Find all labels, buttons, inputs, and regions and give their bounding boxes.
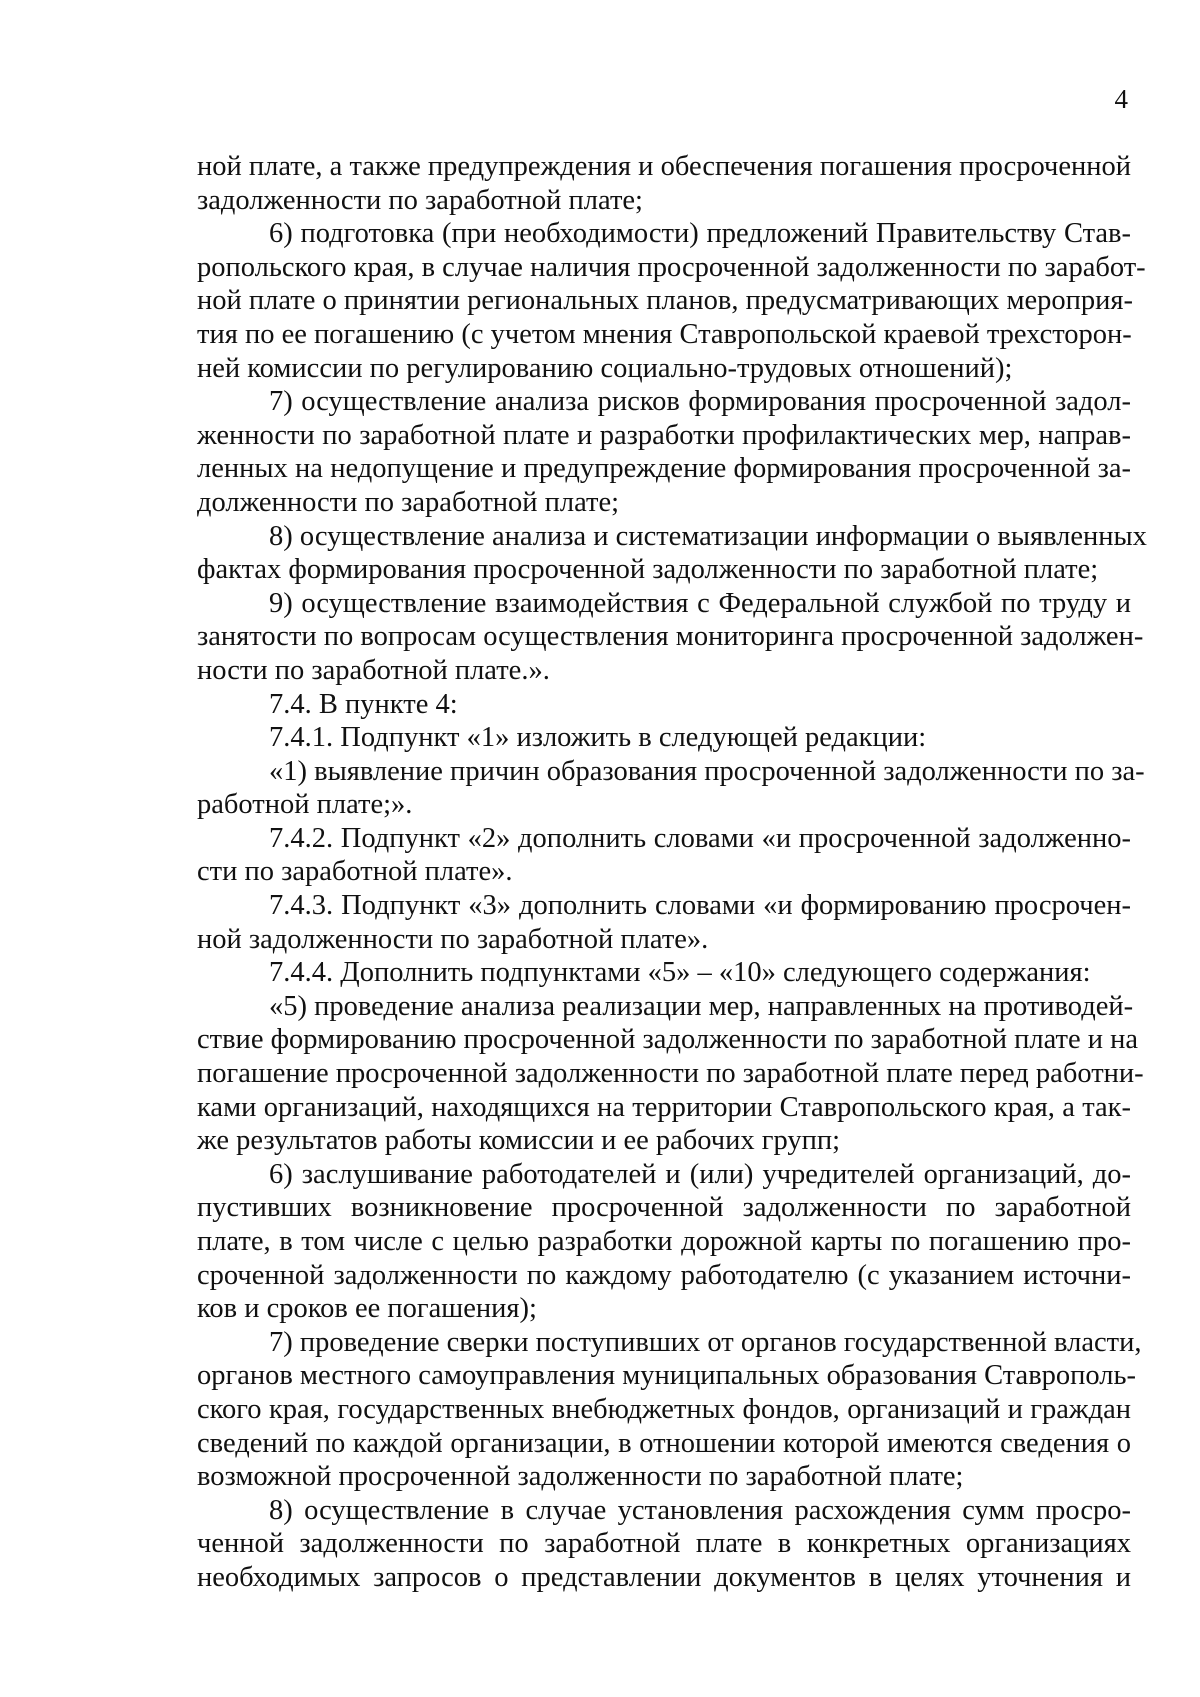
text-line: ствие формированию просроченной задолженности по заработной плате и на: [197, 1024, 1139, 1056]
text-line: 7.4.4. Дополнить подпунктами «5» – «10» следующего содержания:: [269, 957, 1091, 989]
page-number: 4: [1114, 84, 1128, 114]
text-line: сведений по каждой организации, в отношении которой имеются сведения о: [197, 1427, 1131, 1459]
paragraph: [197, 755, 1145, 822]
text-line: занятости по вопросам осуществления мониторинга просроченной задолжен-: [197, 621, 1144, 653]
text-line: 7.4.2. Подпункт «2» дополнить словами «и просроченной задолженно-: [269, 822, 1131, 854]
text-line: тия по ее погашению (с учетом мнения Ставропольской краевой трехсторон-: [197, 318, 1132, 350]
text-line: задолженности по заработной плате;: [197, 184, 643, 216]
text-line: работной плате;».: [197, 789, 413, 821]
text-line: 7.4. В пункте 4:: [269, 688, 458, 720]
paragraph: [197, 1158, 1131, 1326]
paragraph: [197, 956, 1131, 990]
text-line: ского края, государственных внебюджетных фондов, организаций и граждан: [197, 1393, 1131, 1425]
text-line: пустивших возникновение просроченной задолженности по заработной: [197, 1192, 1131, 1224]
text-line: 9) осуществление взаимодействия с Федеральной службой по труду и: [269, 587, 1131, 619]
text-line: фактах формирования просроченной задолженности по заработной плате;: [197, 554, 1099, 586]
paragraph: [197, 150, 1131, 217]
text-line: органов местного самоуправления муниципальных образования Ставрополь-: [197, 1360, 1136, 1392]
text-line: 7.4.1. Подпункт «1» изложить в следующей редакции:: [269, 722, 927, 754]
text-line: погашение просроченной задолженности по заработной плате перед работни-: [197, 1058, 1144, 1090]
paragraph: [197, 520, 1147, 587]
paragraph: [197, 688, 1131, 722]
paragraph: [197, 822, 1131, 889]
text-line: ченной задолженности по заработной плате в конкретных организациях: [197, 1528, 1131, 1560]
text-line: ней комиссии по регулированию социально-трудовых отношений);: [197, 352, 1013, 384]
text-line: женности по заработной плате и разработки профилактических мер, направ-: [197, 419, 1131, 451]
text-line: плате, в том числе с целью разработки дорожной карты по погашению про-: [197, 1226, 1131, 1257]
text-line: «5) проведение анализа реализации мер, направленных на противодей-: [269, 990, 1134, 1022]
text-line: ленных на недопущение и предупреждение формирования просроченной за-: [197, 453, 1131, 485]
text-line: 7) проведение сверки поступивших от органов государственной власти,: [269, 1326, 1142, 1358]
text-line: 6) заслушивание работодателей и (или) учредителей организаций, до-: [269, 1158, 1131, 1190]
text-line: ности по заработной плате.».: [197, 654, 550, 686]
text-line: долженности по заработной плате;: [197, 486, 620, 518]
text-line: 8) осуществление анализа и систематизации информации о выявленных: [269, 520, 1147, 552]
paragraph: [197, 587, 1144, 688]
text-line: ной плате о принятии региональных планов, предусматривающих мероприя-: [197, 285, 1134, 317]
text-line: ропольского края, в случае наличия просроченной задолженности по заработ-: [197, 251, 1146, 283]
text-line: необходимых запросов о представлении документов в целях уточнения и: [197, 1561, 1131, 1593]
paragraph: [197, 889, 1131, 956]
text-line: ков и сроков ее погашения);: [197, 1293, 537, 1325]
text-line: возможной просроченной задолженности по заработной плате;: [197, 1461, 964, 1493]
text-line: ной плате, а также предупреждения и обеспечения погашения просроченной: [197, 151, 1131, 182]
text-line: же результатов работы комиссии и ее рабочих групп;: [197, 1125, 840, 1157]
paragraph: [197, 1326, 1142, 1494]
text-line: 8) осуществление в случае установления расхождения сумм просро-: [269, 1494, 1131, 1526]
text-line: «1) выявление причин образования просроченной задолженности по за-: [269, 755, 1145, 787]
text-line: ной задолженности по заработной плате».: [197, 923, 709, 955]
paragraph: [197, 990, 1144, 1158]
text-line: 7) осуществление анализа рисков формирования просроченной задол-: [269, 386, 1131, 418]
paragraph: [197, 217, 1146, 385]
text-line: ками организаций, находящихся на территории Ставропольского края, а так-: [197, 1091, 1131, 1123]
paragraph: [197, 1494, 1131, 1595]
text-line: 6) подготовка (при необходимости) предложений Правительству Став-: [269, 218, 1131, 250]
paragraph: [197, 385, 1131, 519]
text-line: сти по заработной плате».: [197, 856, 513, 888]
text-line: сроченной задолженности по каждому работодателю (с указанием источни-: [197, 1259, 1131, 1291]
paragraph: [197, 721, 1131, 755]
text-line: 7.4.3. Подпункт «3» дополнить словами «и формированию просрочен-: [269, 890, 1131, 922]
document-body: [197, 150, 1147, 1595]
